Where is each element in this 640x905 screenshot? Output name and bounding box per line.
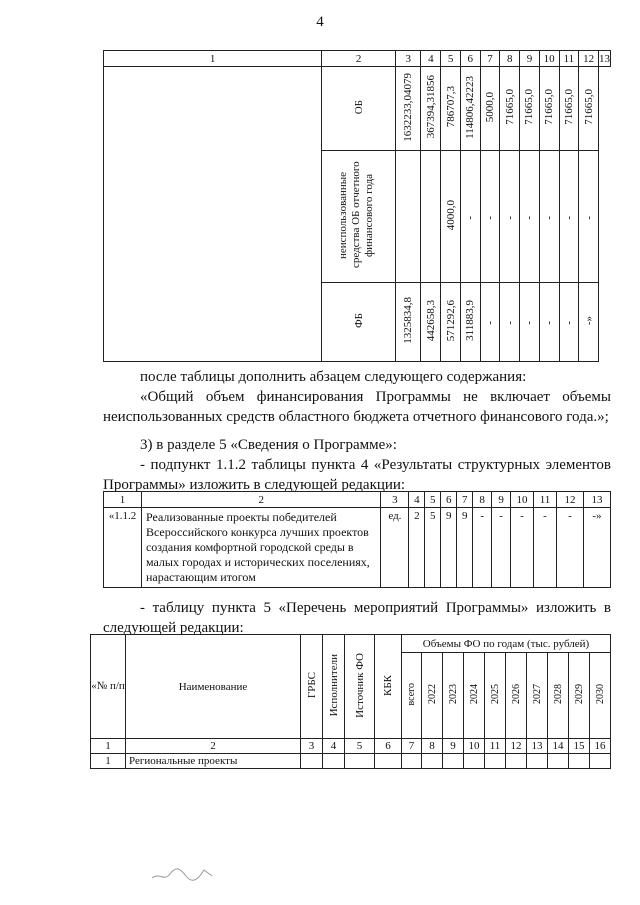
table-header-row (91, 635, 611, 653)
value-cell: - (492, 508, 511, 588)
empty-cell (464, 754, 485, 769)
value-cell: 4000,0 (441, 151, 461, 283)
value-cell: 786707,3 (441, 67, 461, 151)
value-cell: - (500, 283, 520, 362)
empty-cell (422, 754, 443, 769)
empty-cell (548, 754, 569, 769)
table-row (91, 754, 611, 769)
col-number: 8 (422, 739, 443, 754)
value-cell: - (556, 508, 583, 588)
table-header-row (104, 51, 611, 67)
year-header: 2028 (548, 653, 569, 739)
results-table (103, 491, 611, 588)
header-cell: 5 (441, 51, 461, 67)
header-cell: 13 (599, 52, 610, 65)
col-number: 10 (464, 739, 485, 754)
value-cell: -» (583, 508, 610, 588)
empty-cell (527, 754, 548, 769)
value-cell (396, 151, 421, 283)
value-cell: - (511, 508, 534, 588)
col-number: 1 (91, 739, 126, 754)
header-cell: 1 (104, 492, 142, 508)
col-number: 4 (323, 739, 345, 754)
value-cell: - (500, 151, 520, 283)
empty-cell (443, 754, 464, 769)
col-number: 11 (485, 739, 506, 754)
value-cell: - (559, 151, 579, 283)
header-cell: 9 (492, 492, 511, 508)
empty-cell (569, 754, 590, 769)
header-group: Объемы ФО по годам (тыс. рублей) (402, 635, 611, 653)
year-header: всего (402, 653, 422, 739)
header-cell: 8 (500, 51, 520, 67)
value-cell: - (579, 151, 599, 283)
year-header: 2023 (443, 653, 464, 739)
unit-cell: ед. (381, 508, 409, 588)
header-cell: 6 (441, 492, 457, 508)
value-cell: - (480, 151, 500, 283)
header-cell: 8 (473, 492, 492, 508)
col-number: 12 (506, 739, 527, 754)
table-row (104, 508, 611, 588)
col-number: 14 (548, 739, 569, 754)
value-cell: - (520, 151, 540, 283)
empty-cell (345, 754, 375, 769)
table-header-row (104, 492, 611, 508)
paragraph: - таблицу пункта 5 «Перечень мероприятий Программы» изложить в следующей редакции: (103, 600, 611, 636)
empty-cell (375, 754, 402, 769)
paragraph: после таблицы дополнить абзацем следующего содержания: (140, 369, 527, 385)
value-cell: 571292,6 (441, 283, 461, 362)
header-cell: 2 (141, 492, 380, 508)
value-cell: -» (579, 283, 599, 362)
page-number: 4 (316, 14, 324, 30)
header-cell: 7 (457, 492, 473, 508)
header-kbk: КБК (375, 635, 402, 739)
col-number: 15 (569, 739, 590, 754)
empty-cell (506, 754, 527, 769)
header-cell: 11 (559, 51, 579, 67)
value-cell: 5000,0 (480, 67, 500, 151)
value-cell: 5 (425, 508, 441, 588)
value-cell: 1632233,04079 (396, 67, 421, 151)
col-number: 13 (527, 739, 548, 754)
header-cell: 7 (480, 51, 500, 67)
header-cell: 3 (381, 492, 409, 508)
value-cell: - (520, 283, 540, 362)
value-cell: 71665,0 (579, 67, 599, 151)
empty-cell (402, 754, 422, 769)
value-cell: - (473, 508, 492, 588)
value-cell: 71665,0 (559, 67, 579, 151)
value-cell: 1325834,8 (396, 283, 421, 362)
value-cell: 311883,9 (460, 283, 480, 362)
header-cell: 12 (556, 492, 583, 508)
row-number: «1.1.2 (104, 508, 142, 588)
empty-cell (485, 754, 506, 769)
value-cell: 114806,42223 (460, 67, 480, 151)
header-grbs: ГРБС (301, 635, 323, 739)
empty-cell (323, 754, 345, 769)
table-row (104, 67, 611, 151)
value-cell (421, 151, 441, 283)
paragraph: «Общий объем финансирования Программы не включает объемы неиспользованных средств областного бюджета отчетного финансового года.»; (103, 389, 611, 425)
col-number: 7 (402, 739, 422, 754)
value-cell: - (539, 283, 559, 362)
indicator-name: Реализованные проекты победителей Всероссийского конкурса лучших проектов создания комфортной городской среды в малых городах и исторических поселениях, нарастающим итогом (141, 508, 380, 588)
header-cell: 10 (539, 51, 559, 67)
col-number: 3 (301, 739, 323, 754)
col-number: 6 (375, 739, 402, 754)
table-number-row (91, 739, 611, 754)
col-number: 9 (443, 739, 464, 754)
paragraph: 3) в разделе 5 «Сведения о Программе»: (140, 437, 397, 453)
value-cell: - (534, 508, 557, 588)
header-cell: 9 (520, 51, 540, 67)
header-cell: 11 (534, 492, 557, 508)
header-cell: 6 (460, 51, 480, 67)
activities-table (90, 634, 611, 769)
header-cell: 4 (409, 492, 425, 508)
col-number: 16 (590, 739, 611, 754)
header-cell: 12 (579, 51, 599, 67)
year-header: 2026 (506, 653, 527, 739)
source-label: ОБ (322, 67, 396, 151)
source-label: ФБ (322, 283, 396, 362)
header-cell: 1 (104, 51, 322, 67)
header-exec: Исполнители (323, 635, 345, 739)
value-cell: - (539, 151, 559, 283)
empty-cell (301, 754, 323, 769)
row-number: 1 (91, 754, 126, 769)
header-cell: 5 (425, 492, 441, 508)
header-num: «№ п/п (91, 635, 126, 739)
value-cell: 442658,3 (421, 283, 441, 362)
header-cell: 4 (421, 51, 441, 67)
header-cell: 2 (322, 51, 396, 67)
source-label: неиспользованные средства ОБ отчетного финансового года (322, 151, 396, 283)
value-cell: 367394,31856 (421, 67, 441, 151)
empty-cell (590, 754, 611, 769)
value-cell: - (559, 283, 579, 362)
header-cell: 10 (511, 492, 534, 508)
blank-cell (104, 67, 322, 362)
value-cell: 9 (457, 508, 473, 588)
col-number: 2 (126, 739, 301, 754)
value-cell: 71665,0 (539, 67, 559, 151)
paragraph: - подпункт 1.1.2 таблицы пункта 4 «Результаты структурных элементов Программы» изложить в следующей редакции: (103, 457, 611, 493)
financing-table (103, 50, 611, 362)
header-cell: 3 (396, 51, 421, 67)
header-source: Источник ФО (345, 635, 375, 739)
header-name: Наименование (126, 635, 301, 739)
value-cell: 2 (409, 508, 425, 588)
value-cell: - (480, 283, 500, 362)
year-header: 2029 (569, 653, 590, 739)
row-name: Региональные проекты (126, 754, 301, 769)
col-number: 5 (345, 739, 375, 754)
year-header: 2022 (422, 653, 443, 739)
signature-mark (150, 858, 220, 888)
year-header: 2030 (590, 653, 611, 739)
header-cell: 13 (583, 492, 610, 508)
value-cell: 71665,0 (500, 67, 520, 151)
year-header: 2027 (527, 653, 548, 739)
value-cell: - (460, 151, 480, 283)
year-header: 2024 (464, 653, 485, 739)
value-cell: 9 (441, 508, 457, 588)
value-cell: 71665,0 (520, 67, 540, 151)
year-header: 2025 (485, 653, 506, 739)
